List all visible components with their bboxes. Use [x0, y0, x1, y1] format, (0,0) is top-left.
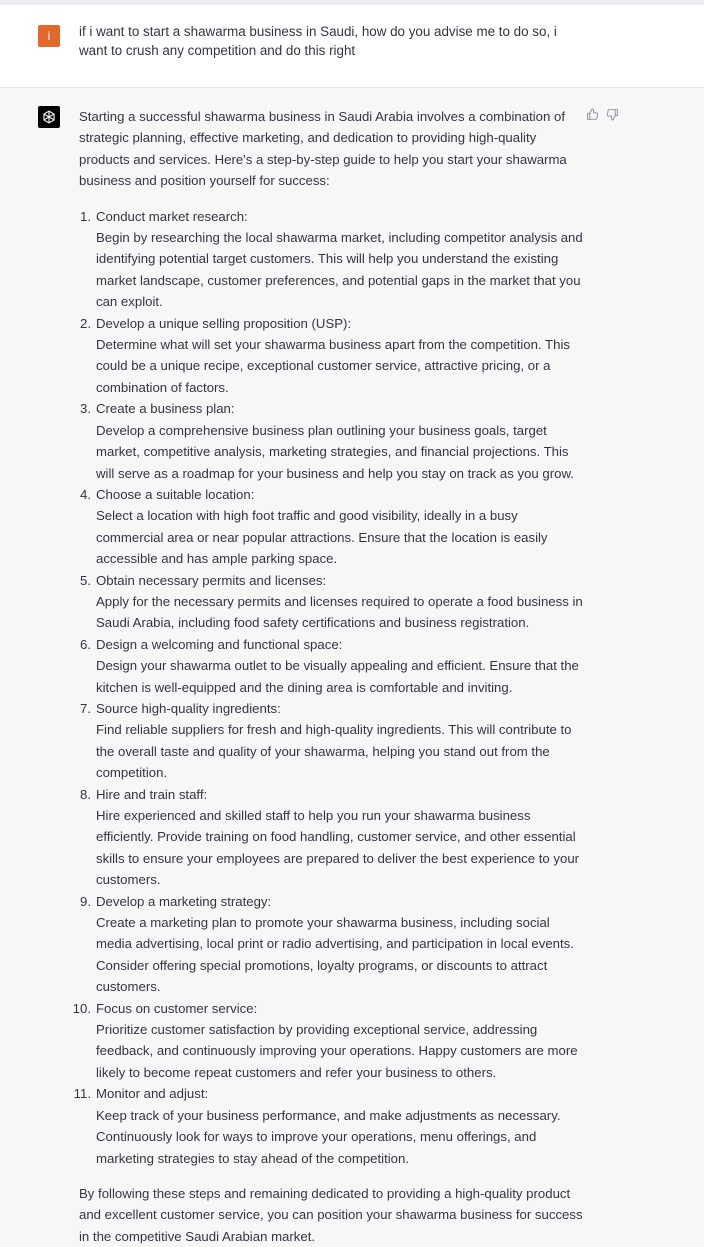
- list-item: [79, 698, 584, 784]
- step-title: Choose a suitable location:: [96, 486, 255, 502]
- step-number: 10.: [72, 1000, 91, 1016]
- step-number: 3.: [80, 401, 91, 417]
- step-number: 7.: [80, 700, 91, 716]
- step-description: Keep track of your business performance, and make adjustments as necessary. Continuously look for ways to improve your operations, menu offerings, and marketing strategies to stay ahead of the competition.: [96, 1107, 561, 1166]
- step-number: 9.: [80, 893, 91, 909]
- thumbs-up-icon[interactable]: [585, 107, 599, 121]
- step-number: 11.: [73, 1086, 91, 1102]
- step-number: 4.: [80, 486, 91, 502]
- steps-list: [72, 206, 584, 1169]
- answer-intro: Starting a successful shawarma business in Saudi Arabia involves a combination of strategic planning, effective marketing, and dedication to providing high-quality products and services. Here's a step-by-step guide to help you start your shawarma business and position yourself for success:: [79, 109, 567, 189]
- step-title: Monitor and adjust:: [96, 1086, 209, 1102]
- step-number: 5.: [80, 572, 91, 588]
- answer-conclusion: By following these steps and remaining dedicated to providing a high-quality product and excellent customer service, you can position your shawarma business for success in the competitive Saudi Arabian market.: [79, 1185, 583, 1244]
- step-title: Design a welcoming and functional space:: [96, 636, 343, 652]
- list-item: [79, 634, 584, 698]
- assistant-message-row: [0, 88, 704, 1244]
- step-title: Source high-quality ingredients:: [96, 700, 281, 716]
- step-description: Begin by researching the local shawarma market, including competitor analysis and identifying potential target customers. This will help you understand the existing market landscape, customer preferences, and potential gaps in the market that you can exploit.: [96, 230, 583, 310]
- step-number: 6.: [80, 636, 91, 652]
- list-item: [79, 570, 584, 634]
- list-item: [79, 484, 584, 570]
- step-description: Determine what will set your shawarma business apart from the competition. This could be a unique recipe, exceptional customer service, attractive pricing, or a combination of factors.: [96, 337, 570, 395]
- step-description: Find reliable suppliers for fresh and high-quality ingredients. This will contribute to the overall taste and quality of your shawarma, helping you stand out from the competition.: [96, 722, 572, 781]
- step-description: Develop a comprehensive business plan outlining your business goals, target market, competitive analysis, marketing strategies, and financial projections. This will serve as a roadmap for your business and help you stay on track as you grow.: [96, 422, 574, 481]
- user-avatar: i: [38, 25, 60, 47]
- step-title: Create a business plan:: [96, 401, 235, 417]
- step-description: Prioritize customer satisfaction by providing exceptional service, addressing feedback, and continuously improving your operations. Happy customers are more likely to become repeat customers and refer your business to others.: [96, 1022, 578, 1080]
- step-number: 8.: [80, 786, 91, 802]
- openai-logo-icon: [38, 106, 60, 128]
- step-title: Obtain necessary permits and licenses:: [96, 572, 327, 588]
- step-description: Create a marketing plan to promote your shawarma business, including social media advertising, local print or radio advertising, and participation in local events. Consider offering special promotions, loyalty programs, or discounts to attract customers.: [96, 915, 574, 995]
- assistant-message-text: [72, 106, 584, 1247]
- list-item: [79, 313, 584, 399]
- list-item: [79, 784, 584, 891]
- step-title: Develop a unique selling proposition (USP):: [96, 315, 352, 331]
- feedback-buttons: [585, 107, 619, 121]
- step-title: Develop a marketing strategy:: [96, 893, 272, 909]
- step-number: 1.: [80, 208, 91, 224]
- step-description: Design your shawarma outlet to be visually appealing and efficient. Ensure that the kitchen is well-equipped and the dining area is comfortable and inviting.: [96, 658, 579, 695]
- step-number: 2.: [80, 315, 91, 331]
- step-title: Conduct market research:: [96, 208, 248, 224]
- step-title: Focus on customer service:: [96, 1000, 258, 1016]
- thumbs-down-icon[interactable]: [605, 107, 619, 121]
- step-description: Apply for the necessary permits and licenses required to operate a food business in Saudi Arabia, including food safety certifications and business registration.: [96, 593, 583, 631]
- list-item: [79, 891, 584, 998]
- step-title: Hire and train staff:: [96, 786, 208, 802]
- list-item: [72, 998, 584, 1084]
- list-item: [79, 206, 584, 313]
- step-description: Select a location with high foot traffic and good visibility, ideally in a busy commercial area or near popular attractions. Ensure that the location is easily accessible and has ample parking space.: [96, 508, 548, 567]
- step-description: Hire experienced and skilled staff to help you run your shawarma business efficiently. Provide training on food handling, customer service, and other essential skills to ensure your employees are prepared to deliver the best experience to your customers.: [96, 808, 580, 888]
- user-message-text: if i want to start a shawarma business in Saudi, how do you advise me to do so, i want to crush any competition and do this right: [79, 24, 557, 58]
- list-item: [79, 398, 584, 484]
- user-message-row: [0, 5, 704, 88]
- list-item: [73, 1083, 584, 1169]
